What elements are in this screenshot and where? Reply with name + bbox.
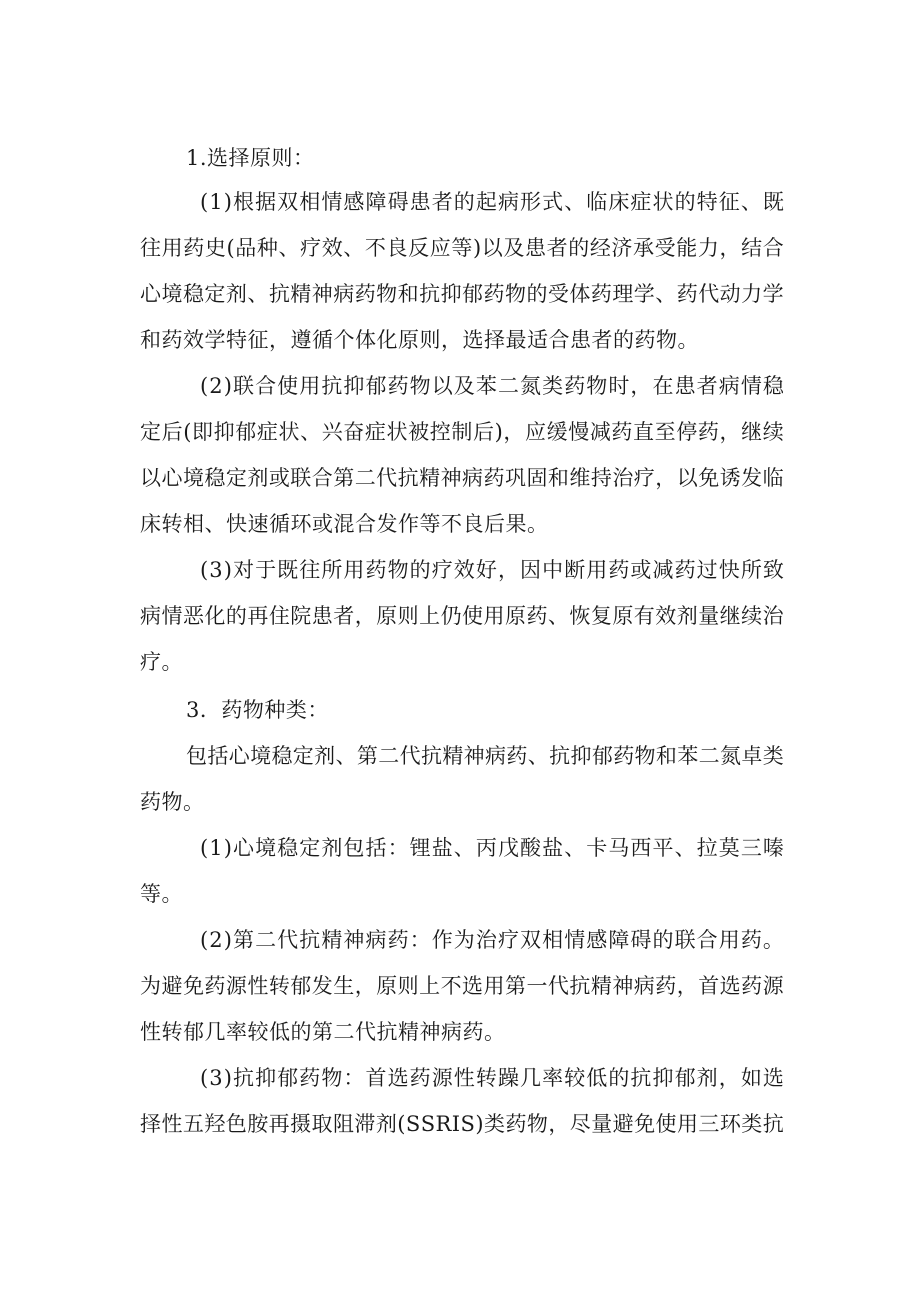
paragraph-line-15: ( 1 ) 心 境 稳 定 剂 包 括 ： 锂 盐 、 丙 戊 酸 盐 、 卡 马 西 平 、 拉 莫 三 嗪 [200,836,784,860]
section-heading-selection-principles: 1.选择原则： [186,146,315,170]
paragraph-line-14: 药物。 [140,790,205,814]
paragraph-line-3: 心 境 稳 定 剂 、 抗 精 神 病 药 物 和 抗 抑 郁 药 物 的 受 体 药 理 学 、 药 代 动 力 学 [140,282,784,306]
paragraph-line-6: 定 后 ( 即 抑 郁 症 状 、 兴 奋 症 状 被 控 制 后 ) ， 应 缓 慢 减 药 直 至 停 药 ， 继 续 [140,420,784,444]
paragraph-line-2: 往 用 药 史 ( 品 种 、 疗 效 、 不 良 反 应 等 ) 以 及 患 者 的 经 济 承 受 能 力 ， 结 合 [140,236,784,260]
paragraph-line-10: 病 情 恶 化 的 再 住 院 患 者 ， 原 则 上 仍 使 用 原 药 、 恢 复 原 有 效 剂 量 继 续 治 [140,604,784,628]
paragraph-line-4: 和药效学特征，遵循个体化原则，选择最适合患者的药物。 [140,328,699,352]
paragraph-line-21: 择 性 五 羟 色 胺 再 摄 取 阻 滞 剂 ( S S R I S ) 类 药 物 ， 尽 量 避 免 使 用 三 环 类 抗 [140,1112,784,1136]
paragraph-line-11: 疗。 [140,650,183,674]
paragraph-line-5: ( 2 ) 联 合 使 用 抗 抑 郁 药 物 以 及 苯 二 氮 类 药 物 时 ， 在 患 者 病 情 稳 [200,374,784,398]
section-heading-drug-types: 3．药物种类： [186,698,329,722]
paragraph-line-19: 性转郁几率较低的第二代抗精神病药。 [140,1020,506,1044]
paragraph-line-16: 等。 [140,882,183,906]
paragraph-line-7: 以 心 境 稳 定 剂 或 联 合 第 二 代 抗 精 神 病 药 巩 固 和 维 持 治 疗 ， 以 免 诱 发 临 [140,466,784,490]
paragraph-line-13: 包 括 心 境 稳 定 剂 、 第 二 代 抗 精 神 病 药 、 抗 抑 郁 药 物 和 苯 二 氮 卓 类 [186,744,784,768]
paragraph-line-8: 床转相、快速循环或混合发作等不良后果。 [140,512,549,536]
paragraph-line-18: 为 避 免 药 源 性 转 郁 发 生 ， 原 则 上 不 选 用 第 一 代 抗 精 神 病 药 ， 首 选 药 源 [140,974,784,998]
paragraph-line-20: ( 3 ) 抗 抑 郁 药 物 ： 首 选 药 源 性 转 躁 几 率 较 低 的 抗 抑 郁 剂 ， 如 选 [200,1066,784,1090]
paragraph-line-9: ( 3 ) 对 于 既 往 所 用 药 物 的 疗 效 好 ， 因 中 断 用 药 或 减 药 过 快 所 致 [200,558,784,582]
paragraph-line-17: ( 2 ) 第 二 代 抗 精 神 病 药 ： 作 为 治 疗 双 相 情 感 障 碍 的 联 合 用 药 。 [200,928,784,952]
paragraph-line-1: ( 1 ) 根 据 双 相 情 感 障 碍 患 者 的 起 病 形 式 、 临 床 症 状 的 特 征 、 既 [200,190,784,214]
